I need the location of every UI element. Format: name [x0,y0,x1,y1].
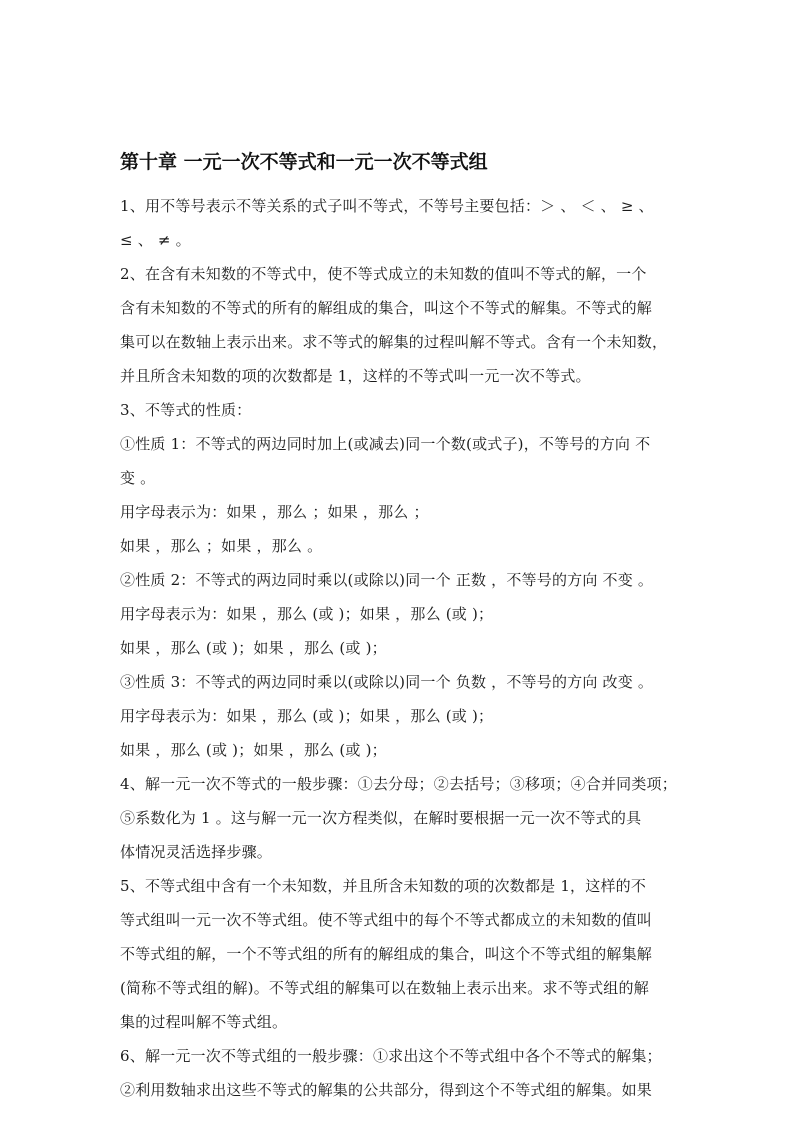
text-line: 6、解一元一次不等式组的一般步骤：①求出这个不等式组中各个不等式的解集； [120,1047,662,1065]
document-page [120,148,685,1110]
text-line: 如果 ，那么 (或 )；如果 ，那么 (或 )； [120,741,387,759]
text-line: 如果 ，那么 (或 )；如果 ，那么 (或 )； [120,639,387,657]
text-line: ⑤系数化为 1 。这与解一元一次方程类似，在解时要根据一元一次不等式的具 [120,809,642,827]
text-line: 集可以在数轴上表示出来。求不等式的解集的过程叫解不等式。含有一个未知数， [120,333,668,351]
text-line: ①性质 1：不等式的两边同时加上(或减去)同一个数(或式子)，不等号的方向 不 [120,435,651,453]
text-line: 3、不等式的性质： [120,401,252,419]
text-line: 等式组叫一元一次不等式组。使不等式组中的每个不等式都成立的未知数的值叫 [120,911,653,929]
text-line: 并且所含未知数的项的次数都是 1，这样的不等式叫一元一次不等式。 [120,367,591,385]
text-line: 体情况灵活选择步骤。 [120,843,273,861]
text-line: ③性质 3：不等式的两边同时乘以(或除以)同一个 负数 ，不等号的方向 改变 。 [120,673,654,691]
text-line: ②利用数轴求出这些不等式的解集的公共部分，得到这个不等式组的解集。如果 [120,1081,653,1099]
text-line: 用字母表示为：如果 ，那么 (或 )；如果 ，那么 (或 )； [120,605,494,623]
text-line: 5、不等式组中含有一个未知数，并且所含未知数的项的次数都是 1，这样的不 [120,877,647,895]
text-line: ≤ 、 ≠ 。 [120,231,191,249]
text-line: (简称不等式组的解)。不等式组的解集可以在数轴上表示出来。求不等式组的解 [120,979,649,997]
text-line: 如果 ，那么 ；如果 ，那么 。 [120,537,323,555]
text-line: 用字母表示为：如果 ，那么 (或 )；如果 ，那么 (或 )； [120,707,494,725]
text-line: 不等式组的解，一个不等式组的所有的解组成的集合，叫这个不等式组的解集解 [120,945,653,963]
text-line: ②性质 2：不等式的两边同时乘以(或除以)同一个 正数 ，不等号的方向 不变 。 [120,571,654,589]
text-line: 集的过程叫解不等式组。 [120,1013,288,1031]
text-line: 2、在含有未知数的不等式中，使不等式成立的未知数的值叫不等式的解，一个 [120,265,647,283]
text-line: 用字母表示为：如果 ，那么 ；如果 ，那么 ； [120,503,429,521]
text-line: 4、解一元一次不等式的一般步骤：①去分母；②去括号；③移项；④合并同类项； [120,775,677,793]
chapter-title: 第十章 一元一次不等式和一元一次不等式组 [120,151,488,173]
text-line: 1、用不等号表示不等关系的式子叫不等式，不等号主要包括：＞ 、 ＜ 、 ≥ 、 [120,197,654,215]
text-line: 变 。 [120,469,156,487]
text-line: 含有未知数的不等式的所有的解组成的集合，叫这个不等式的解集。不等式的解 [120,299,653,317]
